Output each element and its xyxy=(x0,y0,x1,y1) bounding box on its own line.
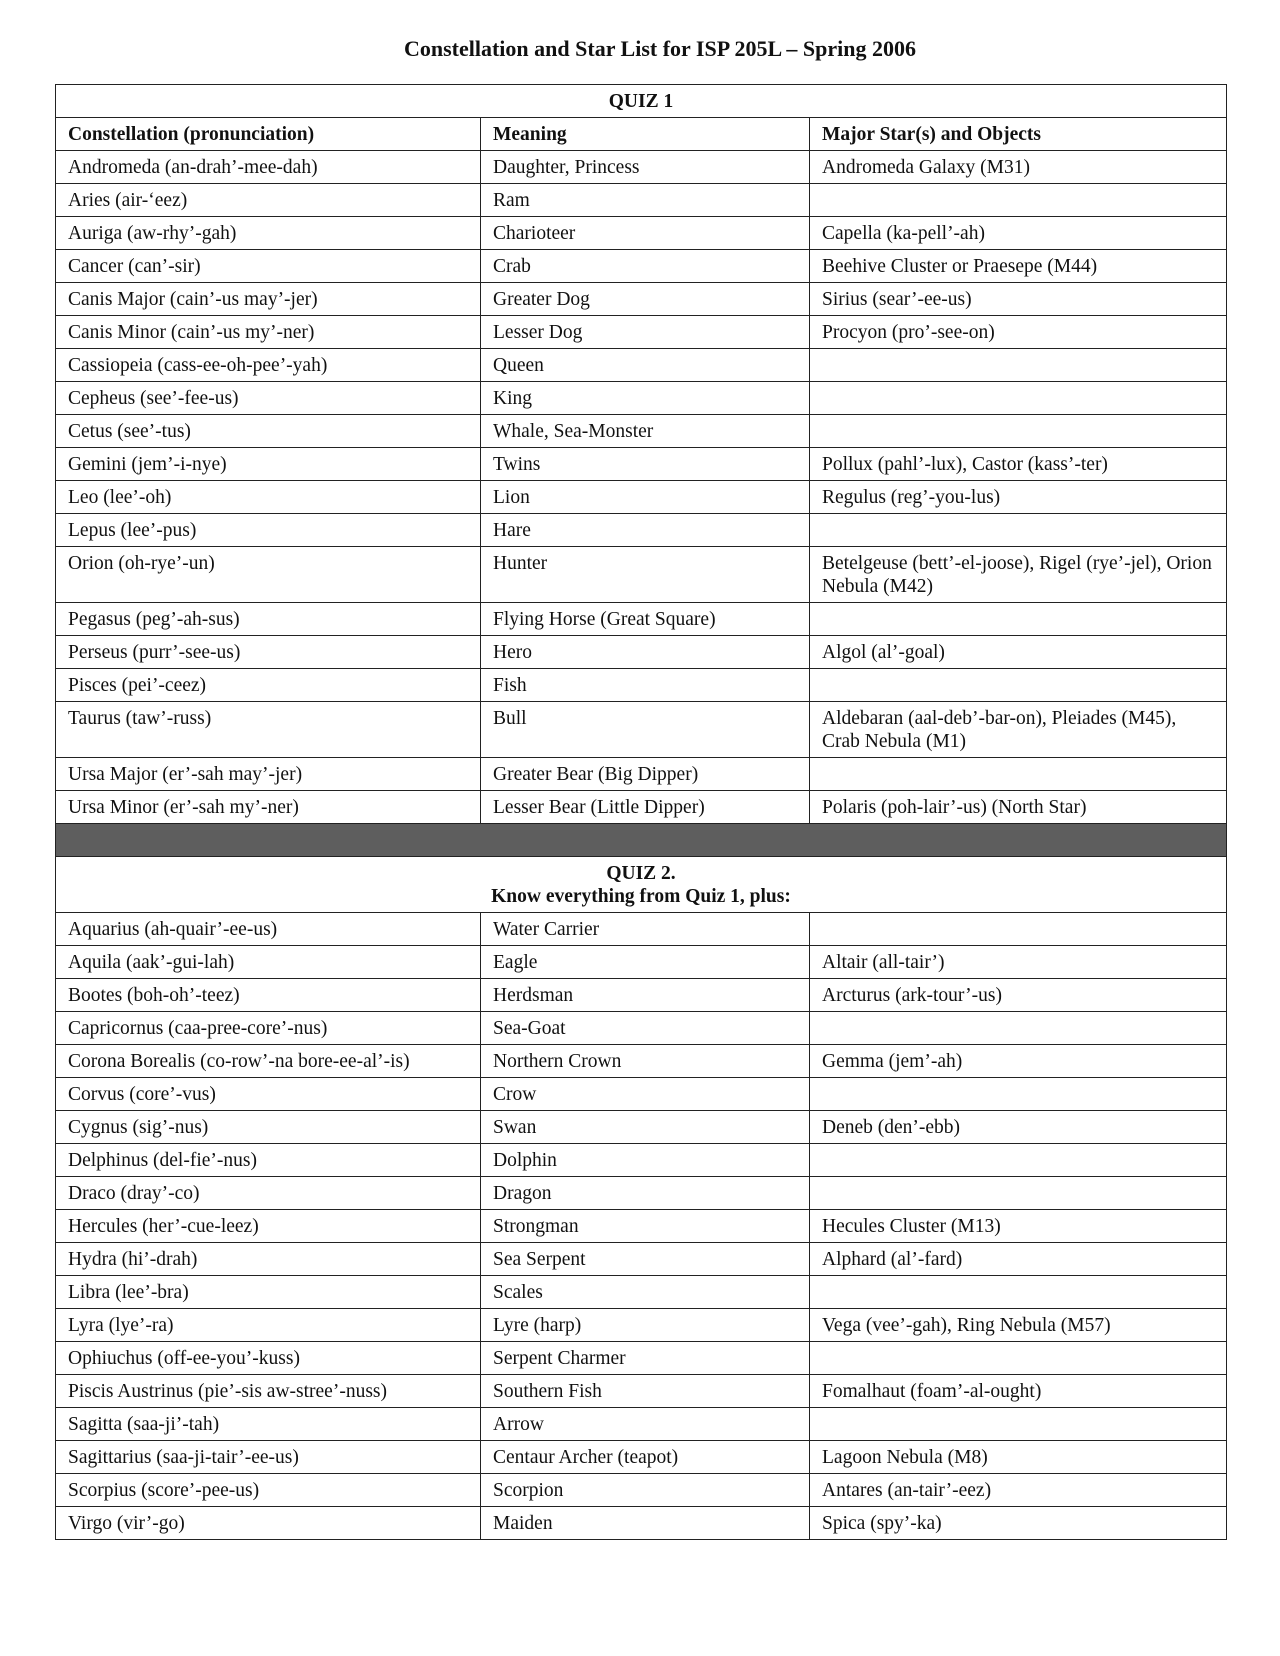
table-row xyxy=(56,1045,1227,1078)
meaning-cell: Twins xyxy=(481,448,810,481)
constellation-cell: Hercules (her’-cue-leez) xyxy=(56,1210,481,1243)
table-row xyxy=(56,250,1227,283)
meaning-cell: King xyxy=(481,382,810,415)
table-row xyxy=(56,1309,1227,1342)
constellation-cell: Draco (dray’-co) xyxy=(56,1177,481,1210)
table-row xyxy=(56,184,1227,217)
meaning-cell: Centaur Archer (teapot) xyxy=(481,1441,810,1474)
table-row xyxy=(56,1012,1227,1045)
constellation-cell: Cancer (can’-sir) xyxy=(56,250,481,283)
table-row xyxy=(56,1507,1227,1540)
meaning-cell: Sea-Goat xyxy=(481,1012,810,1045)
constellation-cell: Ursa Major (er’-sah may’-jer) xyxy=(56,758,481,791)
section-separator xyxy=(56,824,1227,857)
meaning-cell: Northern Crown xyxy=(481,1045,810,1078)
meaning-cell: Eagle xyxy=(481,946,810,979)
meaning-cell: Arrow xyxy=(481,1408,810,1441)
constellation-cell: Cygnus (sig’-nus) xyxy=(56,1111,481,1144)
meaning-cell: Dolphin xyxy=(481,1144,810,1177)
meaning-cell: Greater Bear (Big Dipper) xyxy=(481,758,810,791)
page-title: Constellation and Star List for ISP 205L – Spring 2006 xyxy=(403,36,916,61)
table-row xyxy=(56,283,1227,316)
table-row xyxy=(56,316,1227,349)
constellation-cell: Corona Borealis (co-row’-na bore-ee-al’-is) xyxy=(56,1045,481,1078)
table-row xyxy=(56,514,1227,547)
column-header-stars: Major Star(s) and Objects xyxy=(810,118,1227,151)
stars-cell xyxy=(810,349,1227,382)
meaning-cell: Dragon xyxy=(481,1177,810,1210)
meaning-cell: Greater Dog xyxy=(481,283,810,316)
table-row xyxy=(56,1375,1227,1408)
constellation-cell: Canis Major (cain’-us may’-jer) xyxy=(56,283,481,316)
constellation-cell: Aries (air-‘eez) xyxy=(56,184,481,217)
quiz2-heading-cell xyxy=(56,857,1227,913)
stars-cell xyxy=(810,913,1227,946)
stars-cell xyxy=(810,1408,1227,1441)
table-row xyxy=(56,547,1227,603)
stars-cell xyxy=(810,1342,1227,1375)
meaning-cell: Hare xyxy=(481,514,810,547)
stars-cell xyxy=(810,1012,1227,1045)
meaning-cell: Lyre (harp) xyxy=(481,1309,810,1342)
meaning-cell: Whale, Sea-Monster xyxy=(481,415,810,448)
table-row xyxy=(56,603,1227,636)
stars-cell xyxy=(810,1177,1227,1210)
stars-cell xyxy=(810,382,1227,415)
stars-cell xyxy=(810,1144,1227,1177)
stars-cell xyxy=(810,1276,1227,1309)
stars-cell: Fomalhaut (foam’-al-ought) xyxy=(810,1375,1227,1408)
meaning-cell: Sea Serpent xyxy=(481,1243,810,1276)
table-row xyxy=(56,1210,1227,1243)
constellation-cell: Ophiuchus (off-ee-you’-kuss) xyxy=(56,1342,481,1375)
column-header-row xyxy=(56,118,1227,151)
meaning-cell: Ram xyxy=(481,184,810,217)
stars-cell xyxy=(810,514,1227,547)
column-header-constellation: Constellation (pronunciation) xyxy=(56,118,481,151)
table-row xyxy=(56,1408,1227,1441)
stars-cell: Alphard (al’-fard) xyxy=(810,1243,1227,1276)
constellation-cell: Capricornus (caa-pree-core’-nus) xyxy=(56,1012,481,1045)
constellation-cell: Perseus (purr’-see-us) xyxy=(56,636,481,669)
meaning-cell: Serpent Charmer xyxy=(481,1342,810,1375)
stars-cell: Algol (al’-goal) xyxy=(810,636,1227,669)
meaning-cell: Lesser Bear (Little Dipper) xyxy=(481,791,810,824)
constellation-cell: Corvus (core’-vus) xyxy=(56,1078,481,1111)
quiz2-heading-row xyxy=(56,857,1227,913)
meaning-cell: Daughter, Princess xyxy=(481,151,810,184)
quiz1-heading: QUIZ 1 xyxy=(56,85,1227,118)
table-row xyxy=(56,913,1227,946)
stars-cell xyxy=(810,669,1227,702)
stars-cell xyxy=(810,184,1227,217)
stars-cell: Altair (all-tair’) xyxy=(810,946,1227,979)
table-row xyxy=(56,669,1227,702)
constellation-cell: Pisces (pei’-ceez) xyxy=(56,669,481,702)
table-row xyxy=(56,636,1227,669)
constellation-cell: Cepheus (see’-fee-us) xyxy=(56,382,481,415)
meaning-cell: Charioteer xyxy=(481,217,810,250)
table-row xyxy=(56,151,1227,184)
meaning-cell: Scales xyxy=(481,1276,810,1309)
stars-cell: Vega (vee’-gah), Ring Nebula (M57) xyxy=(810,1309,1227,1342)
constellation-cell: Orion (oh-rye’-un) xyxy=(56,547,481,603)
constellation-table xyxy=(55,84,1227,1540)
constellation-cell: Ursa Minor (er’-sah my’-ner) xyxy=(56,791,481,824)
stars-cell: Spica (spy’-ka) xyxy=(810,1507,1227,1540)
meaning-cell: Swan xyxy=(481,1111,810,1144)
constellation-cell: Libra (lee’-bra) xyxy=(56,1276,481,1309)
constellation-cell: Virgo (vir’-go) xyxy=(56,1507,481,1540)
constellation-cell: Aquila (aak’-gui-lah) xyxy=(56,946,481,979)
constellation-cell: Sagitta (saa-ji’-tah) xyxy=(56,1408,481,1441)
meaning-cell: Hunter xyxy=(481,547,810,603)
table-row xyxy=(56,1342,1227,1375)
table-row xyxy=(56,979,1227,1012)
table-row xyxy=(56,1441,1227,1474)
meaning-cell: Lion xyxy=(481,481,810,514)
meaning-cell: Herdsman xyxy=(481,979,810,1012)
table-body xyxy=(56,85,1227,1540)
table-row xyxy=(56,382,1227,415)
stars-cell: Gemma (jem’-ah) xyxy=(810,1045,1227,1078)
constellation-cell: Pegasus (peg’-ah-sus) xyxy=(56,603,481,636)
table-row xyxy=(56,1111,1227,1144)
constellation-cell: Sagittarius (saa-ji-tair’-ee-us) xyxy=(56,1441,481,1474)
quiz1-heading-row xyxy=(56,85,1227,118)
stars-cell: Pollux (pahl’-lux), Castor (kass’-ter) xyxy=(810,448,1227,481)
meaning-cell: Hero xyxy=(481,636,810,669)
constellation-cell: Scorpius (score’-pee-us) xyxy=(56,1474,481,1507)
constellation-cell: Canis Minor (cain’-us my’-ner) xyxy=(56,316,481,349)
table-row xyxy=(56,415,1227,448)
meaning-cell: Water Carrier xyxy=(481,913,810,946)
meaning-cell: Lesser Dog xyxy=(481,316,810,349)
meaning-cell: Queen xyxy=(481,349,810,382)
stars-cell: Hecules Cluster (M13) xyxy=(810,1210,1227,1243)
stars-cell xyxy=(810,758,1227,791)
constellation-cell: Lyra (lye’-ra) xyxy=(56,1309,481,1342)
constellation-cell: Leo (lee’-oh) xyxy=(56,481,481,514)
meaning-cell: Southern Fish xyxy=(481,1375,810,1408)
table-row xyxy=(56,1243,1227,1276)
meaning-cell: Strongman xyxy=(481,1210,810,1243)
meaning-cell: Crab xyxy=(481,250,810,283)
constellation-cell: Gemini (jem’-i-nye) xyxy=(56,448,481,481)
stars-cell: Procyon (pro’-see-on) xyxy=(810,316,1227,349)
stars-cell: Lagoon Nebula (M8) xyxy=(810,1441,1227,1474)
meaning-cell: Maiden xyxy=(481,1507,810,1540)
constellation-cell: Taurus (taw’-russ) xyxy=(56,702,481,758)
constellation-cell: Auriga (aw-rhy’-gah) xyxy=(56,217,481,250)
table-row xyxy=(56,1177,1227,1210)
table-row xyxy=(56,791,1227,824)
stars-cell: Andromeda Galaxy (M31) xyxy=(810,151,1227,184)
meaning-cell: Crow xyxy=(481,1078,810,1111)
constellation-cell: Cetus (see’-tus) xyxy=(56,415,481,448)
table-row xyxy=(56,702,1227,758)
meaning-cell: Bull xyxy=(481,702,810,758)
table-row xyxy=(56,1276,1227,1309)
stars-cell: Capella (ka-pell’-ah) xyxy=(810,217,1227,250)
constellation-cell: Piscis Austrinus (pie’-sis aw-stree’-nuss) xyxy=(56,1375,481,1408)
stars-cell: Arcturus (ark-tour’-us) xyxy=(810,979,1227,1012)
stars-cell: Antares (an-tair’-eez) xyxy=(810,1474,1227,1507)
constellation-cell: Bootes (boh-oh’-teez) xyxy=(56,979,481,1012)
column-header-meaning: Meaning xyxy=(481,118,810,151)
stars-cell xyxy=(810,603,1227,636)
table-row xyxy=(56,481,1227,514)
table-row xyxy=(56,1474,1227,1507)
constellation-cell: Andromeda (an-drah’-mee-dah) xyxy=(56,151,481,184)
meaning-cell: Scorpion xyxy=(481,1474,810,1507)
meaning-cell: Fish xyxy=(481,669,810,702)
constellation-cell: Lepus (lee’-pus) xyxy=(56,514,481,547)
table-row xyxy=(56,217,1227,250)
meaning-cell: Flying Horse (Great Square) xyxy=(481,603,810,636)
quiz2-subheading: Know everything from Quiz 1, plus: xyxy=(491,886,791,907)
constellation-cell: Cassiopeia (cass-ee-oh-pee’-yah) xyxy=(56,349,481,382)
table-row xyxy=(56,946,1227,979)
stars-cell: Polaris (poh-lair’-us) (North Star) xyxy=(810,791,1227,824)
stars-cell xyxy=(810,415,1227,448)
constellation-cell: Aquarius (ah-quair’-ee-us) xyxy=(56,913,481,946)
stars-cell: Regulus (reg’-you-lus) xyxy=(810,481,1227,514)
stars-cell: Beehive Cluster or Praesepe (M44) xyxy=(810,250,1227,283)
stars-cell: Sirius (sear’-ee-us) xyxy=(810,283,1227,316)
constellation-cell: Hydra (hi’-drah) xyxy=(56,1243,481,1276)
stars-cell: Deneb (den’-ebb) xyxy=(810,1111,1227,1144)
stars-cell: Betelgeuse (bett’-el-joose), Rigel (rye’-jel), Orion Nebula (M42) xyxy=(810,547,1227,603)
table-row xyxy=(56,349,1227,382)
separator-band xyxy=(56,824,1227,857)
table-row xyxy=(56,758,1227,791)
quiz2-heading: QUIZ 2. xyxy=(606,863,676,884)
stars-cell: Aldebaran (aal-deb’-bar-on), Pleiades (M45), Crab Nebula (M1) xyxy=(810,702,1227,758)
table-row xyxy=(56,1144,1227,1177)
table-row xyxy=(56,448,1227,481)
constellation-cell: Delphinus (del-fie’-nus) xyxy=(56,1144,481,1177)
stars-cell xyxy=(810,1078,1227,1111)
table-row xyxy=(56,1078,1227,1111)
